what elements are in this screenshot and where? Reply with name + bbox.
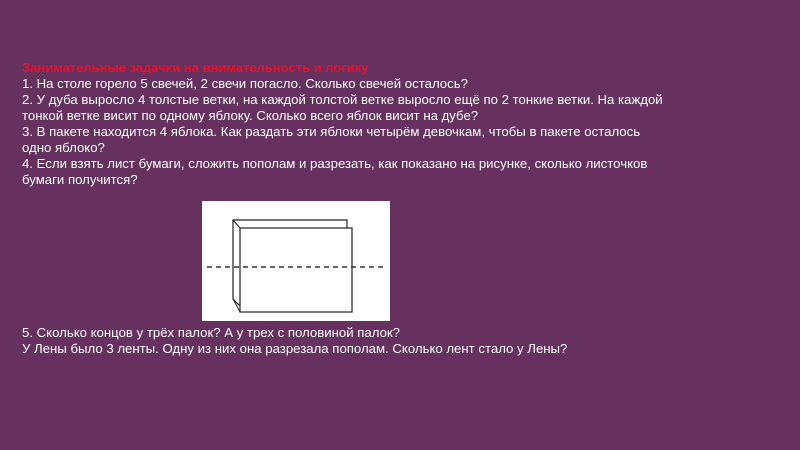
task-4-line-1: 4. Если взять лист бумаги, сложить пополам и разрезать, как показано на рисунке, сколько листочков [22, 156, 648, 171]
folded-paper-figure [202, 201, 390, 321]
task-5: 5. Сколько концов у трёх палок? А у трех с половиной палок? [22, 325, 401, 340]
slide-text [22, 60, 762, 188]
folded-paper-illustration [202, 201, 390, 321]
task-2-line-1: 2. У дуба выросло 4 толстые ветки, на каждой толстой ветке выросло ещё по 2 тонкие ветки. На каждой [22, 92, 663, 107]
bottom-text [22, 325, 782, 357]
task-1: 1. На столе горело 5 свечей, 2 свечи погасло. Сколько свечей осталось? [22, 76, 468, 91]
task-4-line-2: бумаги получится? [22, 172, 138, 187]
task-3-line-1: 3. В пакете находится 4 яблока. Как раздать эти яблоки четырём девочкам, чтобы в пакете осталось [22, 124, 641, 139]
slide-title: Занимательные задачки на внимательность и логику [22, 60, 369, 75]
task-2-line-2: тонкой ветке висит по одному яблоку. Сколько всего яблок висит на дубе? [22, 108, 479, 123]
task-6: У Лены было 3 ленты. Одну из них она разрезала пополам. Сколько лент стало у Лены? [22, 341, 568, 356]
task-3-line-2: одно яблоко? [22, 140, 105, 155]
